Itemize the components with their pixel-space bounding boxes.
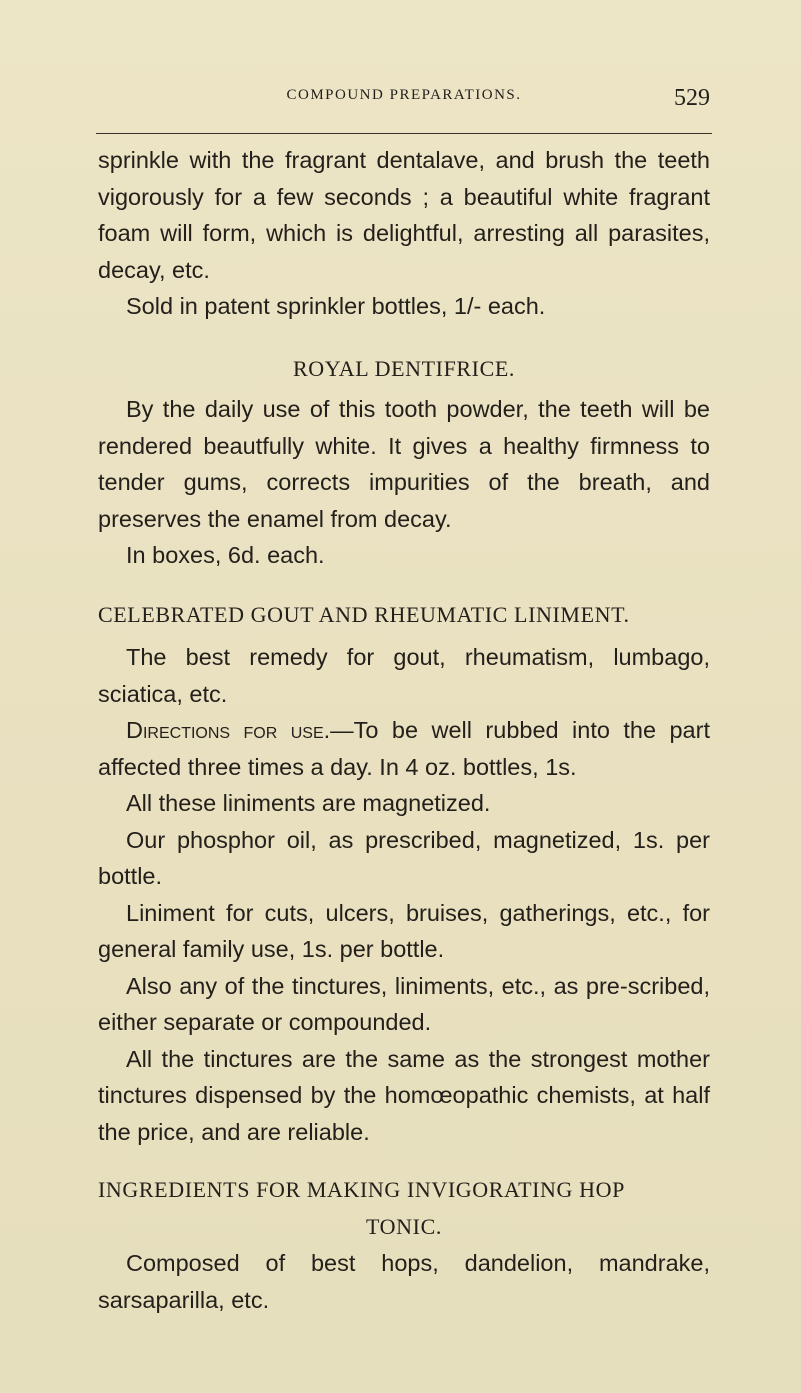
paragraph-magnetized: All these liniments are magnetized. [126,790,491,816]
heading-gout-liniment: CELEBRATED GOUT AND RHEUMATIC LINIMENT. [98,601,630,627]
paragraph-mother-tinctures: All the tinctures are the same as the strongest mother tinctures dispensed by the homœopathic chemists, at half the price, and are reliable. [98,1045,710,1145]
paragraph-tinctures: Also any of the tinctures, liniments, etc., as pre-scribed, either separate or compounded. [98,972,710,1035]
page-number: 529 [674,85,710,111]
paragraph-gout-remedy: The best remedy for gout, rheumatism, lumbago, sciatica, etc. [98,644,710,707]
spacer [98,574,710,597]
directions-label: Directions for use. [126,717,331,743]
paragraph-hop-tonic-ingredients: Composed of best hops, dandelion, mandrake, sarsaparilla, etc. [98,1250,710,1313]
spacer [98,325,710,351]
running-title: COMPOUND PREPARATIONS. [286,87,522,103]
heading-hop-tonic-line2: TONIC. [366,1213,442,1239]
directions-text: —To be well rubbed into the part affected three times a day. In 4 oz. bottles, 1s. [98,717,710,780]
paragraph-dentalave-price: Sold in patent sprinkler bottles, 1/- each. [126,293,546,319]
heading-royal-dentifrice: ROYAL DENTIFRICE. [292,355,516,381]
paragraph-royal-dentifrice-price: In boxes, 6d. each. [126,542,325,568]
paragraph-royal-dentifrice: By the daily use of this tooth powder, the teeth will be rendered beautfully white. It gives a healthy firmness to tender gums, corrects impurities of the breath, and preserves the enamel from decay. [98,396,710,532]
spacer [98,1150,710,1172]
paragraph-dentalave-continued: sprinkle with the fragrant dentalave, and brush the teeth vigorously for a few seconds ; a beautiful white fragrant foam will form, which is delightful, arresting all parasites, decay, etc. [98,147,710,283]
paragraph-phosphor-oil: Our phosphor oil, as prescribed, magnetized, 1s. per bottle. [98,826,710,889]
running-header [96,85,712,121]
page-body [98,142,710,1318]
heading-hop-tonic-line1: INGREDIENTS FOR MAKING INVIGORATING HOP [98,1177,625,1202]
paragraph-liniment-cuts: Liniment for cuts, ulcers, bruises, gatherings, etc., for general family use, 1s. per bottle. [98,899,710,962]
paragraph-directions [98,712,710,785]
header-rule [96,133,712,134]
